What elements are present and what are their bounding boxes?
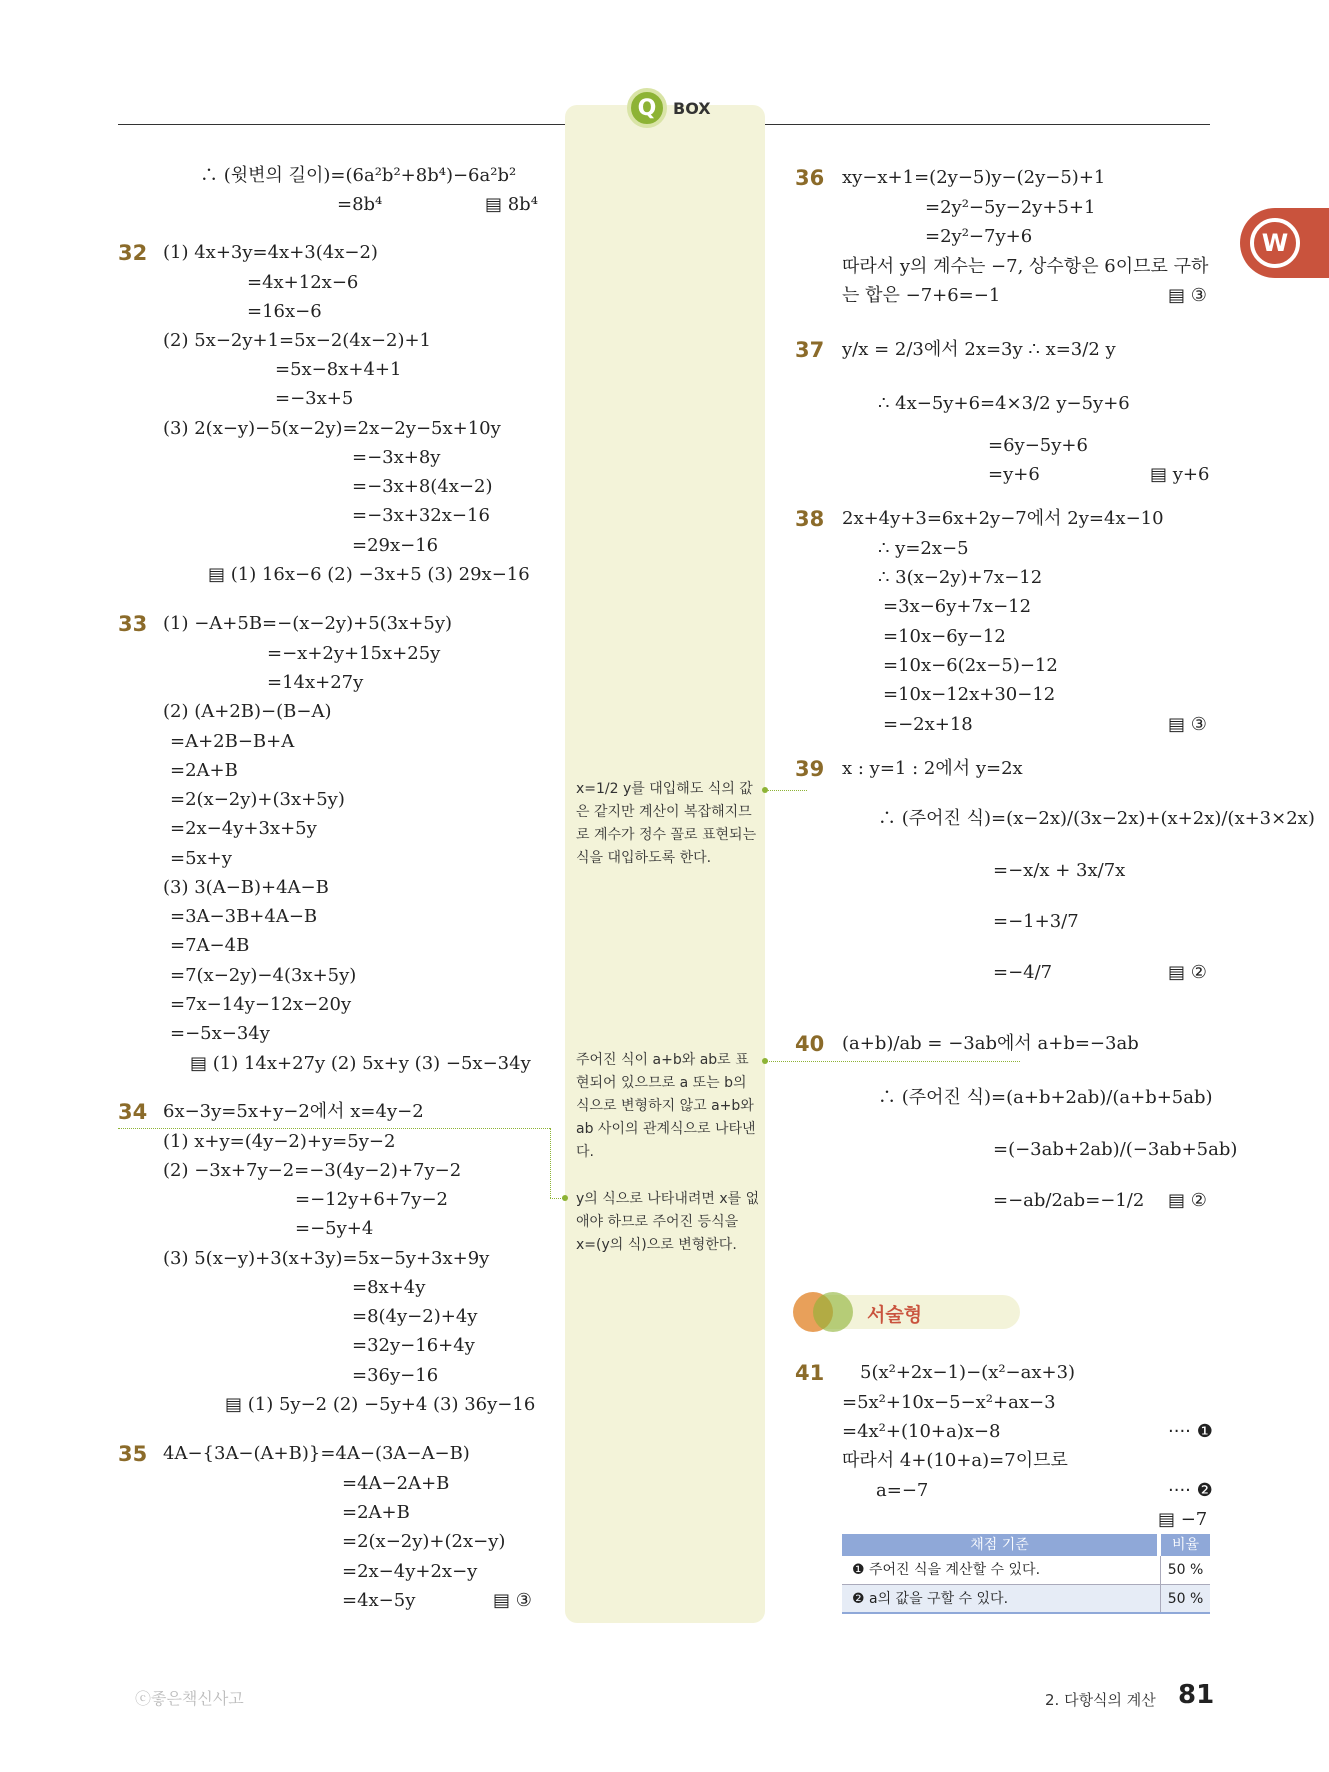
solution-line: =−ab/2ab=−1/2 [993, 1190, 1145, 1211]
solution-line: =4A−2A+B [342, 1473, 450, 1494]
solution-line: ▤ −7 [1158, 1509, 1208, 1530]
connector-dot-40 [762, 1058, 768, 1064]
solution-line: =−x/x + 3x/7x [993, 860, 1126, 881]
solution-line: (1) −A+5B=−(x−2y)+5(3x+5y) [163, 613, 453, 634]
problem-number: 35 [118, 1442, 148, 1466]
solution-line: (3) 3(A−B)+4A−B [163, 877, 329, 898]
solution-line: =10x−6y−12 [883, 626, 1006, 647]
q-box-note: x=1/2 y를 대입해도 식의 값은 같지만 계산이 복잡해지므로 계수가 정수 꼴로 표현되는 식을 대입하도록 한다. [576, 781, 757, 866]
top-rule-left [118, 124, 565, 125]
grading-row [842, 1556, 1210, 1585]
solution-line: (3) 5(x−y)+3(x+3y)=5x−5y+3x+9y [163, 1248, 490, 1269]
q-box-note: 주어진 식이 a+b와 ab로 표현되어 있으므로 a 또는 b의 식으로 변형하지 않고 a+b와 ab 사이의 관계식으로 나타낸다. [576, 1052, 756, 1160]
solution-line: (2) (A+2B)−(B−A) [163, 701, 332, 722]
q-box-header [627, 88, 711, 128]
q-icon [627, 88, 667, 128]
problem-number: 38 [795, 507, 825, 531]
solution-line: =5x²+10x−5−x²+ax−3 [842, 1392, 1056, 1413]
solution-line: =5x−8x+4+1 [275, 359, 402, 380]
solution-line: =2x−4y+3x+5y [170, 818, 317, 839]
solution-line: =−3x+5 [275, 388, 354, 409]
solution-line: ▤ (1) 5y−2 (2) −5y+4 (3) 36y−16 [225, 1394, 536, 1415]
solution-line: =−12y+6+7y−2 [295, 1189, 449, 1210]
connector-40 [765, 1061, 1020, 1062]
section-icon-ring [813, 1292, 853, 1332]
grading-criterion: ❶ 주어진 식을 계산할 수 있다. [852, 1562, 1041, 1578]
grading-ratio-header: 비율 [1161, 1534, 1210, 1556]
solution-line: =7(x−2y)−4(3x+5y) [170, 965, 357, 986]
solution-line: =2x−4y+2x−y [342, 1561, 478, 1582]
solution-line: =−5y+4 [295, 1218, 374, 1239]
solution-line: =2y²−5y−2y+5+1 [925, 197, 1096, 218]
grading-ratio: 50 % [1167, 1562, 1204, 1578]
grading-header-row [842, 1534, 1210, 1556]
solution-line: =29x−16 [352, 535, 439, 556]
solution-line: (2) −3x+7y−2=−3(4y−2)+7y−2 [163, 1160, 462, 1181]
problem-number: 40 [795, 1032, 825, 1056]
w-icon [1250, 218, 1300, 268]
solution-line: ▤ (1) 16x−6 (2) −3x+5 (3) 29x−16 [208, 564, 530, 585]
solution-line: =4x²+(10+a)x−8 [842, 1421, 1001, 1442]
solution-line: ▤ ③ [493, 1590, 532, 1611]
solution-line: =2y²−7y+6 [925, 226, 1033, 247]
side-tab [1240, 208, 1329, 278]
solution-line: =4x+12x−6 [247, 272, 359, 293]
solution-line: 따라서 y의 계수는 −7, 상수항은 6이므로 구하 [842, 256, 1209, 277]
section-title: 서술형 [867, 1304, 923, 1326]
solution-line: =2A+B [170, 760, 238, 781]
solution-line: ▤ 8b⁴ [485, 194, 538, 215]
problem-number: 37 [795, 338, 825, 362]
solution-line: =4x−5y [342, 1590, 416, 1611]
connector-39 [765, 790, 807, 791]
solution-line: a=−7 [876, 1480, 929, 1501]
solution-line: =−2x+18 [883, 714, 973, 735]
solution-line: =3x−6y+7x−12 [883, 596, 1032, 617]
connector-34 [118, 1128, 550, 1129]
solution-line: x : y=1 : 2에서 y=2x [842, 758, 1023, 779]
solution-line: =6y−5y+6 [988, 435, 1088, 456]
solution-line: 6x−3y=5x+y−2에서 x=4y−2 [163, 1101, 424, 1122]
q-letter: Q [637, 95, 657, 121]
solution-line: =8b⁴ [337, 194, 383, 215]
grading-header: 채점 기준 [842, 1534, 1157, 1556]
grading-table [842, 1534, 1210, 1614]
solution-line: =−3x+8(4x−2) [352, 476, 493, 497]
step-marker: ···· ❷ [1168, 1480, 1213, 1501]
solution-line: ▤ ③ [1168, 285, 1207, 306]
solution-line: ∴ (주어진 식)=(x−2x)/(3x−2x)+(x+2x)/(x+3×2x) [878, 808, 1315, 829]
page-number: 81 [1178, 1680, 1215, 1710]
solution-line: =16x−6 [247, 301, 322, 322]
solution-line: 는 합은 −7+6=−1 [842, 285, 1001, 306]
solution-line: (3) 2(x−y)−5(x−2y)=2x−2y−5x+10y [163, 418, 501, 439]
problem-number: 39 [795, 757, 825, 781]
problem-number: 32 [118, 241, 148, 265]
solution-line: =10x−6(2x−5)−12 [883, 655, 1058, 676]
top-rule-right [765, 124, 1210, 125]
connector-dot-34 [562, 1195, 568, 1201]
q-box-note: y의 식으로 나타내려면 x를 없애야 하므로 주어진 등식을 x=(y의 식)으로 변형한다. [576, 1191, 760, 1253]
solution-line: ∴ (주어진 식)=(a+b+2ab)/(a+b+5ab) [878, 1087, 1213, 1108]
solution-line: =32y−16+4y [352, 1335, 475, 1356]
solution-line: (1) x+y=(4y−2)+y=5y−2 [163, 1131, 396, 1152]
solution-line: 2x+4y+3=6x+2y−7에서 2y=4x−10 [842, 508, 1164, 529]
solution-line: =2A+B [342, 1502, 410, 1523]
solution-line: ∴ 3(x−2y)+7x−12 [878, 567, 1043, 588]
solution-line: =−4/7 [993, 962, 1053, 983]
solution-line: (a+b)/ab = −3ab에서 a+b=−3ab [842, 1033, 1139, 1054]
solution-line: =−3x+32x−16 [352, 505, 490, 526]
solution-line: =A+2B−B+A [170, 731, 295, 752]
solution-line: =−3x+8y [352, 447, 441, 468]
solution-line: ▤ (1) 14x+27y (2) 5x+y (3) −5x−34y [190, 1053, 531, 1074]
solution-line: =14x+27y [267, 672, 364, 693]
grading-row [842, 1585, 1210, 1614]
solution-line: =5x+y [170, 848, 232, 869]
solution-line: (1) 4x+3y=4x+3(4x−2) [163, 242, 378, 263]
connector-34-vertical [550, 1128, 551, 1198]
essay-section-header [795, 1295, 1020, 1329]
connector-dot-39 [762, 787, 768, 793]
problem-number: 41 [795, 1361, 825, 1385]
solution-line: =−5x−34y [170, 1023, 270, 1044]
solution-line: ▤ ③ [1168, 714, 1207, 735]
solution-line: =7A−4B [170, 935, 250, 956]
solution-line: (2) 5x−2y+1=5x−2(4x−2)+1 [163, 330, 431, 351]
solution-line: ▤ y+6 [1150, 464, 1210, 485]
solution-line: =3A−3B+4A−B [170, 906, 318, 927]
solution-line: ▤ ② [1168, 962, 1207, 983]
solution-line: =y+6 [988, 464, 1040, 485]
solution-line: =10x−12x+30−12 [883, 684, 1056, 705]
problem-number: 36 [795, 166, 825, 190]
chapter-title: 2. 다항식의 계산 [1045, 1691, 1156, 1709]
solution-line: y/x = 2/3에서 2x=3y ∴ x=3/2 y [842, 339, 1116, 360]
tab-label: W [1261, 229, 1289, 257]
solution-line: 5(x²+2x−1)−(x²−ax+3) [860, 1362, 1076, 1383]
solution-line: =(−3ab+2ab)/(−3ab+5ab) [993, 1139, 1238, 1160]
box-label: BOX [673, 98, 711, 118]
solution-line: =7x−14y−12x−20y [170, 994, 352, 1015]
solution-line: =8x+4y [352, 1277, 426, 1298]
solution-line: =2(x−2y)+(3x+5y) [170, 789, 345, 810]
solution-line: 4A−{3A−(A+B)}=4A−(3A−A−B) [163, 1443, 470, 1464]
solution-line: =2(x−2y)+(2x−y) [342, 1531, 506, 1552]
solution-line: 따라서 4+(10+a)=7이므로 [842, 1450, 1068, 1471]
solution-line: ∴ 4x−5y+6=4×3/2 y−5y+6 [878, 393, 1130, 414]
solution-line: ∴ y=2x−5 [878, 538, 969, 559]
publisher: ⓒ좋은책신사고 [135, 1689, 244, 1708]
problem-number: 33 [118, 612, 148, 636]
solution-line: =36y−16 [352, 1365, 439, 1386]
grading-criterion: ❷ a의 값을 구할 수 있다. [852, 1591, 1009, 1607]
solution-line: xy−x+1=(2y−5)y−(2y−5)+1 [842, 167, 1106, 188]
solution-line: =8(4y−2)+4y [352, 1306, 478, 1327]
problem-number: 34 [118, 1100, 148, 1124]
solution-line: =−x+2y+15x+25y [267, 643, 441, 664]
solution-line: ∴ (윗변의 길이)=(6a²b²+8b⁴)−6a²b² [200, 165, 517, 186]
step-marker: ···· ❶ [1168, 1421, 1213, 1442]
solution-line: ▤ ② [1168, 1190, 1207, 1211]
solution-line: =−1+3/7 [993, 911, 1079, 932]
grading-ratio: 50 % [1167, 1591, 1204, 1607]
